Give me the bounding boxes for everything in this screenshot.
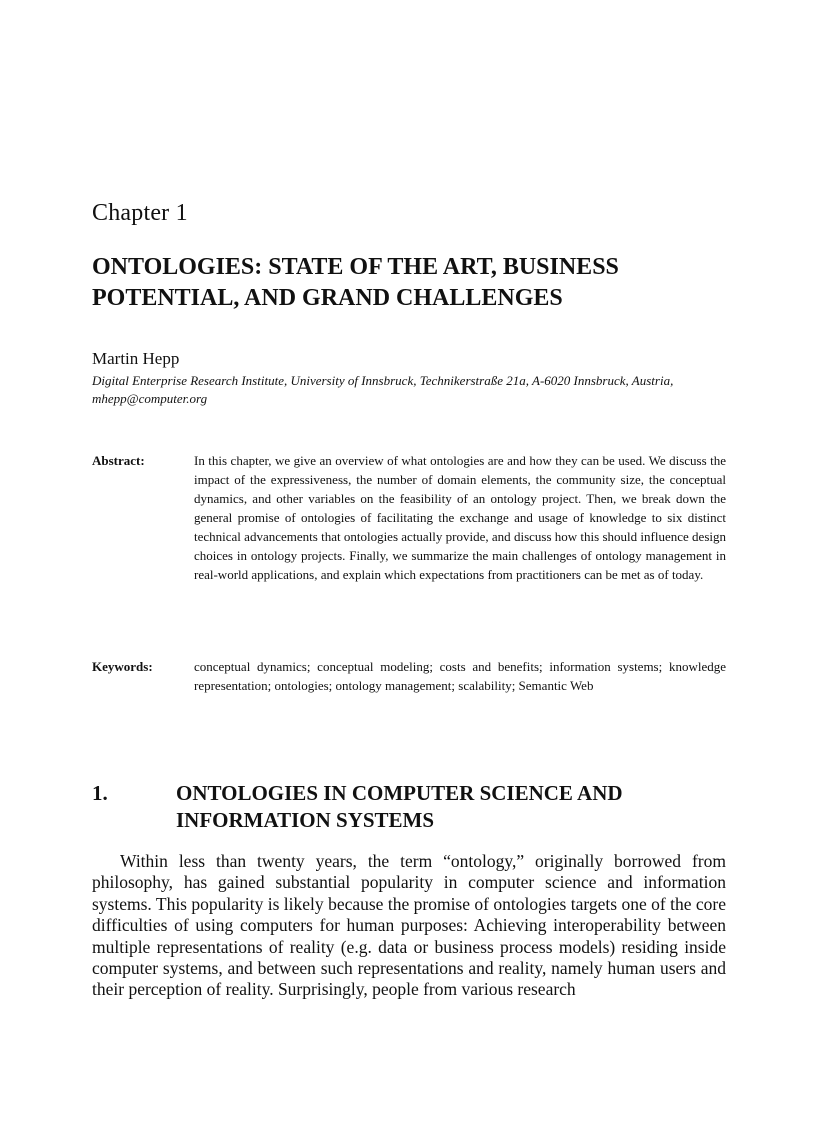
author-name: Martin Hepp — [92, 349, 180, 368]
keywords-label: Keywords: — [92, 659, 153, 674]
keywords-block — [92, 657, 726, 695]
section-heading — [92, 780, 726, 834]
abstract-block — [92, 451, 726, 584]
abstract-text: In this chapter, we give an overview of what ontologies are and how they can be used. We discuss the impact of the expressiveness, the number of domain elements, the community size, the conceptual dynamics, and other variables on the feasibility of an ontology project. Then, we break down the general promise of ontologies of facilitating the exchange and usage of knowledge to six distinct technical advancements that ontologies actually provide, and discuss how this should influence design choices in ontology projects. Finally, we summarize the main challenges of ontology management in real-world applications, and explain which expectations from practitioners can be met as of today. — [194, 453, 726, 582]
body-paragraph: Within less than twenty years, the term “ontology,” originally borrowed from philosophy, has gained substantial popularity in computer science and information systems. This popularity is likely because the promise of ontologies targets one of the core difficulties of using computers for human purposes: Achieving interoperability between multiple representations of reality (e.g. data or business process models) residing inside computer systems, and between such representations and reality, namely human users and their perception of reality. Surprisingly, people from various research — [92, 851, 726, 1000]
abstract-label: Abstract: — [92, 453, 145, 468]
chapter-title: ONTOLOGIES: STATE OF THE ART, BUSINESS POTENTIAL, AND GRAND CHALLENGES — [92, 254, 619, 311]
section-title: ONTOLOGIES IN COMPUTER SCIENCE AND INFORMATION SYSTEMS — [176, 781, 623, 832]
author-affiliation: Digital Enterprise Research Institute, University of Innsbruck, Technikerstraße 21a, A-6020 Innsbruck, Austria, mhepp@computer.org — [92, 373, 674, 406]
chapter-label: Chapter 1 — [92, 200, 188, 226]
keywords-text: conceptual dynamics; conceptual modeling; costs and benefits; information systems; knowledge representation; ontologies; ontology management; scalability; Semantic Web — [194, 659, 726, 693]
section-number: 1. — [92, 781, 108, 805]
